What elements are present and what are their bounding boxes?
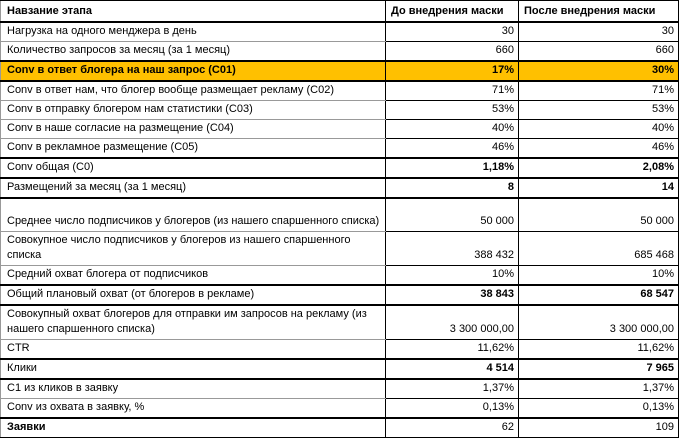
before-mask-cell[interactable]: 1,37% <box>386 379 519 399</box>
stage-name-cell[interactable]: Заявки <box>1 418 386 438</box>
stage-name-cell[interactable]: Conv в ответ нам, что блогер вообще размещает рекламу (C02) <box>1 81 386 101</box>
stage-name-cell[interactable]: Среднее число подписчиков у блогеров (из нашего спаршенного списка) <box>1 198 386 232</box>
table-row <box>1 418 679 438</box>
table-row <box>1 41 679 61</box>
header-row <box>1 1 679 22</box>
table-row <box>1 100 679 119</box>
stage-name-cell[interactable]: Нагрузка на одного менджера в день <box>1 22 386 42</box>
before-mask-cell[interactable]: 53% <box>386 100 519 119</box>
after-mask-cell[interactable]: 0,13% <box>519 399 679 419</box>
after-mask-cell[interactable]: 30 <box>519 22 679 42</box>
stage-name-cell[interactable]: Conv в ответ блогера на наш запрос (C01) <box>1 61 386 81</box>
before-mask-cell[interactable]: 8 <box>386 178 519 198</box>
after-mask-cell[interactable]: 40% <box>519 119 679 138</box>
table-row <box>1 399 679 419</box>
stage-name-cell[interactable]: Conv в рекламное размещение (C05) <box>1 138 386 158</box>
stage-name-cell[interactable]: Клики <box>1 359 386 379</box>
before-mask-cell[interactable]: 11,62% <box>386 340 519 360</box>
before-mask-cell[interactable]: 50 000 <box>386 198 519 232</box>
before-mask-cell[interactable]: 30 <box>386 22 519 42</box>
after-mask-cell[interactable]: 71% <box>519 81 679 101</box>
table-row <box>1 178 679 198</box>
stage-name-cell[interactable]: Совокупное число подписчиков у блогеров из нашего спаршенного списка <box>1 232 386 266</box>
before-mask-cell[interactable]: 46% <box>386 138 519 158</box>
table-row <box>1 232 679 266</box>
table-row <box>1 158 679 178</box>
table-row <box>1 198 679 232</box>
table-row <box>1 340 679 360</box>
before-mask-cell[interactable]: 0,13% <box>386 399 519 419</box>
stage-name-cell[interactable]: Conv общая (C0) <box>1 158 386 178</box>
after-mask-cell[interactable]: 1,37% <box>519 379 679 399</box>
after-mask-cell[interactable]: 7 965 <box>519 359 679 379</box>
before-mask-cell[interactable]: 660 <box>386 41 519 61</box>
after-mask-cell[interactable]: 53% <box>519 100 679 119</box>
before-mask-cell[interactable]: 4 514 <box>386 359 519 379</box>
before-mask-cell[interactable]: 17% <box>386 61 519 81</box>
before-mask-cell[interactable]: 388 432 <box>386 232 519 266</box>
stage-name-cell[interactable]: C1 из кликов в заявку <box>1 379 386 399</box>
before-mask-cell[interactable]: 62 <box>386 418 519 438</box>
table-row <box>1 22 679 42</box>
before-mask-cell[interactable]: 38 843 <box>386 285 519 305</box>
after-mask-cell[interactable]: 109 <box>519 418 679 438</box>
after-mask-cell[interactable]: 11,62% <box>519 340 679 360</box>
header-cell-after-mask[interactable]: После внедрения маски <box>519 1 679 22</box>
table-row <box>1 81 679 101</box>
table-row <box>1 266 679 286</box>
stage-name-cell[interactable]: CTR <box>1 340 386 360</box>
after-mask-cell[interactable]: 10% <box>519 266 679 286</box>
header-cell-before-mask[interactable]: До внедрения маски <box>386 1 519 22</box>
after-mask-cell[interactable]: 685 468 <box>519 232 679 266</box>
table-row <box>1 138 679 158</box>
before-mask-cell[interactable]: 10% <box>386 266 519 286</box>
after-mask-cell[interactable]: 2,08% <box>519 158 679 178</box>
header-cell-stage-name[interactable]: Навзание этапа <box>1 1 386 22</box>
stage-name-cell[interactable]: Размещений за месяц (за 1 месяц) <box>1 178 386 198</box>
after-mask-cell[interactable]: 660 <box>519 41 679 61</box>
stage-name-cell[interactable]: Conv в отправку блогером нам статистики (C03) <box>1 100 386 119</box>
table-row <box>1 379 679 399</box>
stage-name-cell[interactable]: Совокупный охват блогеров для отправки им запросов на рекламу (из нашего спаршенного списка) <box>1 305 386 340</box>
before-mask-cell[interactable]: 71% <box>386 81 519 101</box>
stage-name-cell[interactable]: Conv из охвата в заявку, % <box>1 399 386 419</box>
before-mask-cell[interactable]: 3 300 000,00 <box>386 305 519 340</box>
table-header <box>1 1 679 22</box>
table-row <box>1 119 679 138</box>
stage-name-cell[interactable]: Conv в наше согласие на размещение (C04) <box>1 119 386 138</box>
before-mask-cell[interactable]: 1,18% <box>386 158 519 178</box>
after-mask-cell[interactable]: 3 300 000,00 <box>519 305 679 340</box>
stage-name-cell[interactable]: Средний охват блогера от подписчиков <box>1 266 386 286</box>
after-mask-cell[interactable]: 50 000 <box>519 198 679 232</box>
stage-name-cell[interactable]: Количество запросов за месяц (за 1 месяц) <box>1 41 386 61</box>
table-row <box>1 305 679 340</box>
after-mask-cell[interactable]: 30% <box>519 61 679 81</box>
before-mask-cell[interactable]: 40% <box>386 119 519 138</box>
table-row <box>1 61 679 81</box>
stage-name-cell[interactable]: Общий плановый охват (от блогеров в рекламе) <box>1 285 386 305</box>
table-row <box>1 285 679 305</box>
table-row <box>1 359 679 379</box>
after-mask-cell[interactable]: 46% <box>519 138 679 158</box>
after-mask-cell[interactable]: 68 547 <box>519 285 679 305</box>
after-mask-cell[interactable]: 14 <box>519 178 679 198</box>
table-body <box>1 22 679 438</box>
